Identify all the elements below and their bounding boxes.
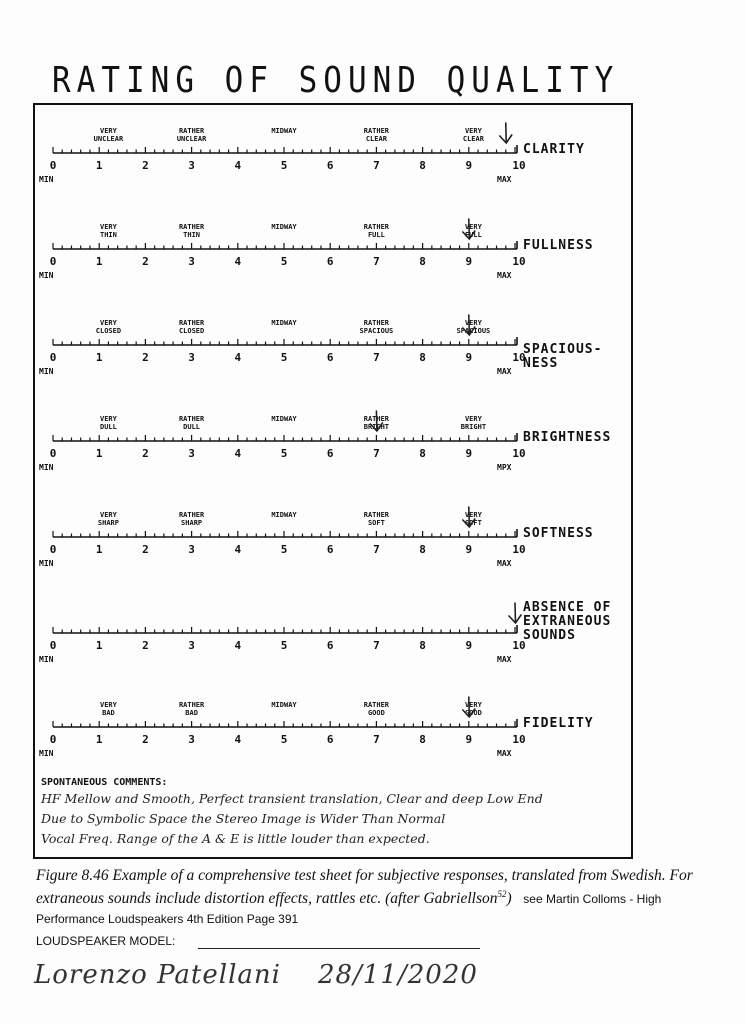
scale-number: 10	[512, 351, 526, 364]
anchor-label: RATHER DULL	[178, 415, 205, 431]
rating-scale	[35, 593, 635, 673]
max-label: MAX	[497, 749, 512, 758]
scale-number: 5	[280, 255, 288, 268]
attribute-label: CLARITY	[523, 142, 585, 157]
anchor-label: MIDWAY	[271, 127, 297, 135]
scale-number: 8	[419, 733, 426, 746]
anchor-label: MIDWAY	[271, 223, 297, 231]
anchor-label: MIDWAY	[271, 701, 297, 709]
max-label: MAX	[497, 655, 512, 664]
scale-number: 8	[419, 639, 426, 652]
rating-sheet	[33, 103, 633, 859]
min-label: MIN	[39, 655, 54, 664]
anchor-label: RATHER CLOSED	[178, 319, 205, 335]
scale-number: 2	[142, 255, 149, 268]
caption-superscript: 52	[497, 889, 507, 899]
scale-number: 0	[49, 447, 57, 460]
rating-mark-arrow	[500, 123, 512, 143]
min-label: MIN	[39, 271, 54, 280]
anchor-label: VERY GOOD	[464, 701, 482, 717]
anchor-label: VERY FULL	[464, 223, 482, 239]
scale-number: 5	[280, 639, 288, 652]
anchor-label: RATHER SPACIOUS	[359, 319, 394, 335]
scale-number: 7	[373, 255, 380, 268]
anchor-label: VERY THIN	[100, 223, 117, 239]
scale-number: 0	[49, 351, 57, 364]
attribute-label: FULLNESS	[523, 238, 594, 253]
scale-number: 4	[234, 351, 242, 364]
anchor-label: VERY SPACIOUS	[456, 319, 491, 335]
scale-number: 2	[142, 733, 149, 746]
scale-number: 3	[188, 733, 195, 746]
scale-number: 0	[49, 159, 57, 172]
min-label: MIN	[39, 749, 54, 758]
anchor-label: RATHER CLEAR	[363, 127, 390, 143]
anchor-label: VERY BRIGHT	[460, 415, 487, 431]
caption-text: Figure 8.46 Example of a comprehensive test sheet for subjective responses, translated from Swedish. For extraneous sounds include distortion effects, rattles etc. (after Gabriellson	[36, 867, 693, 908]
scale-number: 3	[188, 639, 195, 652]
anchor-label: RATHER UNCLEAR	[176, 127, 207, 143]
signature-name: Lorenzo Patellani	[34, 960, 281, 990]
page-title: RATING OF SOUND QUALITY	[52, 60, 620, 102]
max-label: MAX	[497, 175, 512, 184]
comment-line-2: Due to Symbolic Space the Stereo Image is Wider Than Normal	[41, 811, 446, 826]
scale-number: 3	[188, 255, 195, 268]
scale-number: 6	[326, 543, 334, 556]
rating-scale	[35, 401, 635, 481]
scale-number: 0	[49, 733, 57, 746]
anchor-label: RATHER FULL	[363, 223, 390, 239]
min-label: MIN	[39, 175, 54, 184]
loudspeaker-model-field[interactable]	[198, 948, 480, 949]
scale-number: 6	[326, 159, 334, 172]
caption-reference: see Martin Colloms - High Performance Loudspeakers 4th Edition Page 391	[36, 892, 662, 927]
scale-number: 2	[142, 159, 149, 172]
scale-number: 7	[373, 159, 380, 172]
scale-number: 2	[142, 639, 149, 652]
attribute-label: ABSENCE OF EXTRANEOUS SOUNDS	[523, 600, 612, 643]
rating-scale	[35, 113, 635, 193]
scale-number: 1	[95, 447, 103, 460]
caption-close: )	[506, 890, 512, 908]
rating-scale	[35, 305, 635, 385]
scale-number: 4	[234, 543, 242, 556]
scale-number: 5	[280, 543, 288, 556]
rating-mark-arrow	[463, 697, 475, 717]
rating-mark-arrow	[509, 603, 521, 623]
scale-number: 2	[142, 447, 149, 460]
scale-number: 7	[373, 733, 380, 746]
handwritten-signature	[34, 960, 478, 990]
scale-number: 4	[234, 255, 242, 268]
scale-number: 1	[95, 159, 103, 172]
scale-number: 10	[512, 159, 526, 172]
anchor-label: VERY DULL	[100, 415, 117, 431]
scale-number: 4	[234, 733, 242, 746]
comments-label: SPONTANEOUS COMMENTS:	[41, 777, 168, 788]
scale-number: 1	[95, 733, 103, 746]
loudspeaker-model-label: LOUDSPEAKER MODEL:	[36, 934, 176, 948]
scale-number: 8	[419, 159, 426, 172]
comment-line-1: HF Mellow and Smooth, Perfect transient translation, Clear and deep Low End	[41, 791, 543, 806]
rating-scale	[35, 687, 635, 767]
scale-number: 3	[188, 543, 195, 556]
comment-line-3: Vocal Freq. Range of the A & E is little louder than expected.	[41, 831, 430, 846]
anchor-label: RATHER SHARP	[178, 511, 205, 527]
min-label: MIN	[39, 367, 54, 376]
signature-date: 28/11/2020	[318, 960, 478, 990]
scale-number: 10	[512, 255, 526, 268]
anchor-label: VERY SOFT	[464, 511, 482, 527]
scale-number: 9	[465, 351, 473, 364]
figure-caption	[36, 866, 696, 929]
anchor-label: VERY UNCLEAR	[93, 127, 124, 143]
scale-number: 8	[419, 351, 426, 364]
rating-scale	[35, 209, 635, 289]
scale-number: 0	[49, 543, 57, 556]
scale-number: 9	[465, 447, 473, 460]
anchor-label: RATHER SOFT	[363, 511, 390, 527]
scale-number: 10	[512, 733, 526, 746]
scale-number: 7	[373, 639, 380, 652]
anchor-label: VERY BAD	[100, 701, 117, 717]
scale-number: 6	[326, 351, 334, 364]
scale-number: 4	[234, 159, 242, 172]
attribute-label: BRIGHTNESS	[523, 430, 612, 445]
scale-number: 6	[326, 733, 334, 746]
scale-number: 2	[142, 351, 149, 364]
anchor-label: MIDWAY	[271, 319, 297, 327]
anchor-label: VERY CLEAR	[462, 127, 484, 143]
scale-number: 7	[373, 351, 380, 364]
scale-number: 1	[95, 543, 103, 556]
scale-number: 5	[280, 733, 288, 746]
scale-number: 9	[465, 159, 473, 172]
scale-number: 0	[49, 639, 57, 652]
min-label: MIN	[39, 463, 54, 472]
anchor-label: MIDWAY	[271, 415, 297, 423]
anchor-label: VERY SHARP	[97, 511, 119, 527]
scale-number: 0	[49, 255, 57, 268]
scale-number: 9	[465, 733, 473, 746]
max-label: MAX	[497, 271, 512, 280]
scale-number: 5	[280, 159, 288, 172]
scale-number: 7	[373, 447, 380, 460]
scale-number: 6	[326, 255, 334, 268]
max-label: MPX	[497, 463, 512, 472]
rating-mark-arrow	[463, 315, 475, 335]
scale-number: 5	[280, 447, 288, 460]
scale-number: 2	[142, 543, 149, 556]
anchor-label: RATHER THIN	[178, 223, 205, 239]
attribute-label: SPACIOUS- NESS	[523, 342, 603, 371]
scale-number: 6	[326, 639, 334, 652]
scale-number: 10	[512, 543, 526, 556]
rating-mark-arrow	[463, 507, 475, 527]
scale-number: 10	[512, 639, 526, 652]
anchor-label: RATHER GOOD	[363, 701, 390, 717]
rating-mark-arrow	[463, 219, 475, 239]
scale-number: 4	[234, 639, 242, 652]
max-label: MAX	[497, 559, 512, 568]
scale-number: 9	[465, 639, 473, 652]
anchor-label: RATHER BAD	[178, 701, 205, 717]
scale-number: 5	[280, 351, 288, 364]
scale-number: 9	[465, 255, 473, 268]
min-label: MIN	[39, 559, 54, 568]
scale-number: 9	[465, 543, 473, 556]
scale-number: 1	[95, 255, 103, 268]
scale-number: 3	[188, 351, 195, 364]
scale-number: 8	[419, 255, 426, 268]
scale-number: 8	[419, 447, 426, 460]
anchor-label: RATHER BRIGHT	[363, 415, 390, 431]
scale-number: 3	[188, 447, 195, 460]
rating-scale	[35, 497, 635, 577]
scale-number: 10	[512, 447, 526, 460]
scale-number: 3	[188, 159, 195, 172]
max-label: MAX	[497, 367, 512, 376]
scale-number: 1	[95, 639, 103, 652]
scale-number: 1	[95, 351, 103, 364]
anchor-label: MIDWAY	[271, 511, 297, 519]
scale-number: 4	[234, 447, 242, 460]
attribute-label: FIDELITY	[523, 716, 594, 731]
scale-number: 6	[326, 447, 334, 460]
attribute-label: SOFTNESS	[523, 526, 594, 541]
rating-mark-arrow	[370, 411, 382, 431]
scale-number: 8	[419, 543, 426, 556]
anchor-label: VERY CLOSED	[95, 319, 122, 335]
scale-number: 7	[373, 543, 380, 556]
